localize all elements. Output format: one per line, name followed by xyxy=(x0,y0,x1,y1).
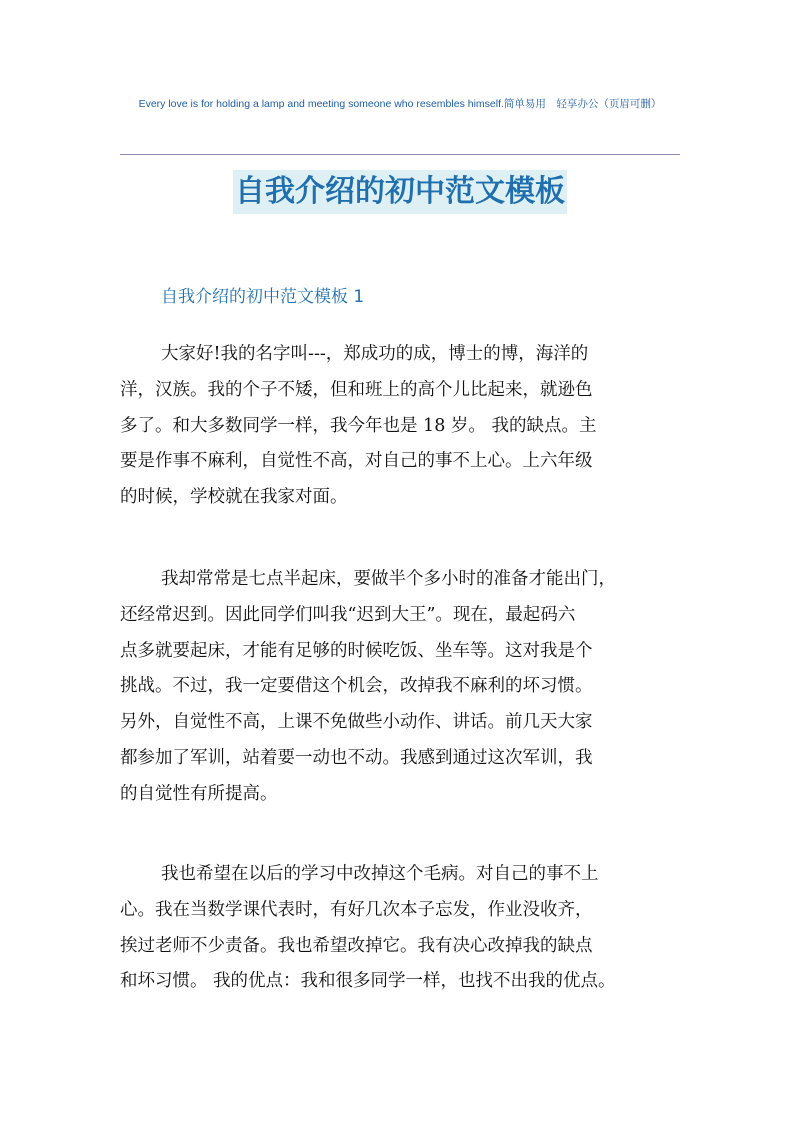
paragraph-line: 的自觉性有所提高。 xyxy=(120,783,278,804)
page-header: Every love is for holding a lamp and meeting someone who resembles himself.简单易用 轻享办公（页眉可删） xyxy=(138,98,662,110)
paragraph-line: 另外，自觉性不高，上课不免做些小动作、讲话。前几天大家 xyxy=(120,712,593,733)
paragraph-line: 心。我在当数学课代表时，有好几次本子忘发，作业没收齐， xyxy=(120,899,593,920)
document-title-wrapper xyxy=(0,170,800,214)
paragraph-line: 我却常常是七点半起床，要做半个多小时的准备才能出门， xyxy=(161,569,616,589)
document-title: 自我介绍的初中范文模板 xyxy=(233,170,567,214)
section-heading: 自我介绍的初中范文模板 1 xyxy=(161,287,365,307)
paragraph-line: 还经常迟到。因此同学们叫我“迟到大王”。现在，最起码六 xyxy=(120,604,576,625)
header-divider xyxy=(120,154,680,155)
paragraph-line: 洋，汉族。我的个子不矮，但和班上的高个儿比起来，就逊色 xyxy=(120,379,593,400)
paragraph-line: 都参加了军训，站着要一动也不动。我感到通过这次军训，我 xyxy=(120,747,593,768)
paragraph-line: 和坏习惯。 我的优点：我和很多同学一样，也找不出我的优点。 xyxy=(120,971,616,992)
paragraph-line: 要是作事不麻利，自觉性不高，对自己的事不上心。上六年级 xyxy=(120,451,593,472)
paragraph-2 xyxy=(120,562,690,813)
paragraph-line: 挑战。不过，我一定要借这个机会，改掉我不麻利的坏习惯。 xyxy=(120,676,593,697)
paragraph-line: 大家好!我的名字叫---，郑成功的成，博士的博，海洋的 xyxy=(161,344,589,364)
paragraph-line: 点多就要起床，才能有足够的时候吃饭、坐车等。这对我是个 xyxy=(120,640,593,661)
paragraph-1 xyxy=(120,337,690,516)
paragraph-line: 我也希望在以后的学习中改掉这个毛病。对自己的事不上 xyxy=(161,864,599,884)
paragraph-3 xyxy=(120,857,690,1000)
paragraph-line: 多了。和大多数同学一样，我今年也是 18 岁。 我的缺点。主 xyxy=(120,415,597,436)
paragraph-line: 的时候，学校就在我家对面。 xyxy=(120,487,348,508)
paragraph-line: 挨过老师不少责备。我也希望改掉它。我有决心改掉我的缺点 xyxy=(120,935,593,956)
